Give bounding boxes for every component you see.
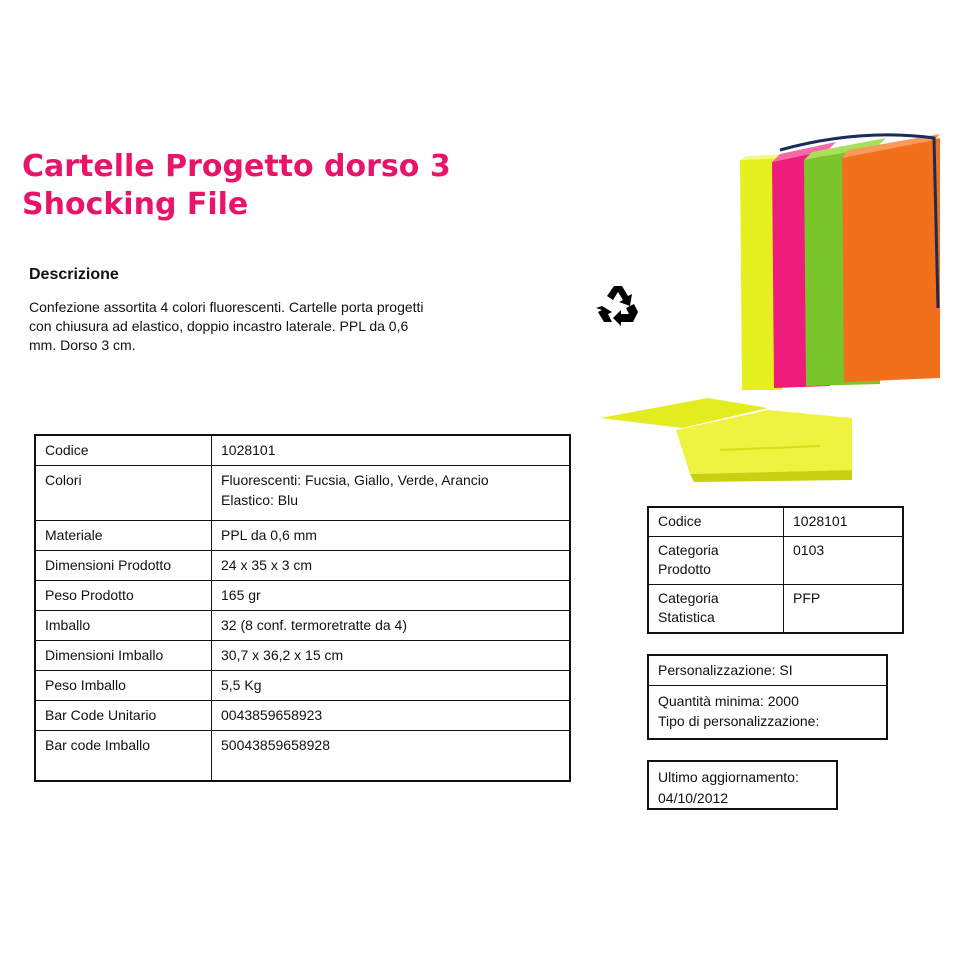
- code-key-line: Categoria: [658, 590, 719, 606]
- spec-key: Peso Imballo: [35, 671, 212, 701]
- description-heading: Descrizione: [29, 266, 119, 283]
- table-row: [35, 701, 570, 731]
- code-key-line: Statistica: [658, 609, 715, 625]
- table-row: [35, 466, 570, 521]
- spec-value-line: Elastico: Blu: [221, 492, 299, 508]
- title-line-2: Shocking File: [22, 187, 249, 222]
- page-title: [22, 148, 451, 224]
- spec-key: Dimensioni Imballo: [35, 641, 212, 671]
- last-update-box: [647, 760, 838, 810]
- spec-value: PPL da 0,6 mm: [212, 521, 571, 551]
- spec-value: [212, 466, 571, 521]
- table-row: [35, 611, 570, 641]
- description-line: Confezione assortita 4 colori fluorescenti. Cartelle porta progetti: [29, 299, 424, 315]
- last-update-label: Ultimo aggiornamento:: [658, 769, 799, 785]
- spec-value: 5,5 Kg: [212, 671, 571, 701]
- folder-yellow-open: [600, 398, 852, 482]
- code-key: [648, 585, 784, 634]
- code-key: [648, 537, 784, 585]
- spec-key: Bar code Imballo: [35, 731, 212, 782]
- table-row: [35, 641, 570, 671]
- description-text: [29, 298, 509, 355]
- spec-key: Bar Code Unitario: [35, 701, 212, 731]
- spec-value: 50043859658928: [212, 731, 571, 782]
- description-line: mm. Dorso 3 cm.: [29, 337, 136, 353]
- spec-key: Materiale: [35, 521, 212, 551]
- spec-value: 24 x 35 x 3 cm: [212, 551, 571, 581]
- personalization-box: [647, 654, 888, 740]
- personalization-type: Tipo di personalizzazione:: [658, 713, 820, 729]
- table-row: [648, 585, 903, 634]
- table-row: [35, 731, 570, 782]
- spec-key: Imballo: [35, 611, 212, 641]
- product-image: [590, 128, 940, 498]
- code-key-line: Prodotto: [658, 561, 711, 577]
- last-update-date: 04/10/2012: [658, 790, 729, 806]
- table-row: [648, 507, 903, 537]
- table-row: [35, 521, 570, 551]
- spec-key: Codice: [35, 435, 212, 466]
- table-row: [35, 435, 570, 466]
- personalization-details: [649, 686, 886, 736]
- spec-key: Peso Prodotto: [35, 581, 212, 611]
- table-row: [648, 537, 903, 585]
- spec-key: Colori: [35, 466, 212, 521]
- title-line-1: Cartelle Progetto dorso 3: [22, 149, 451, 184]
- minimum-quantity: Quantità minima: 2000: [658, 693, 799, 709]
- code-table: [647, 506, 904, 634]
- spec-table: [34, 434, 571, 782]
- spec-value: 30,7 x 36,2 x 15 cm: [212, 641, 571, 671]
- description-line: con chiusura ad elastico, doppio incastro laterale. PPL da 0,6: [29, 318, 409, 334]
- code-value: 1028101: [784, 507, 904, 537]
- spec-value: 165 gr: [212, 581, 571, 611]
- folder-orange-standing: [842, 134, 940, 382]
- code-key: Codice: [648, 507, 784, 537]
- table-row: [35, 671, 570, 701]
- table-row: [35, 581, 570, 611]
- spec-key: Dimensioni Prodotto: [35, 551, 212, 581]
- table-row: [35, 551, 570, 581]
- personalization-status: Personalizzazione: SI: [649, 656, 886, 686]
- spec-value: 32 (8 conf. termoretratte da 4): [212, 611, 571, 641]
- code-value: 0103: [784, 537, 904, 585]
- code-value: PFP: [784, 585, 904, 634]
- spec-value-line: Fluorescenti: Fucsia, Giallo, Verde, Arancio: [221, 472, 489, 488]
- spec-value: 0043859658923: [212, 701, 571, 731]
- spec-value: 1028101: [212, 435, 571, 466]
- code-key-line: Categoria: [658, 542, 719, 558]
